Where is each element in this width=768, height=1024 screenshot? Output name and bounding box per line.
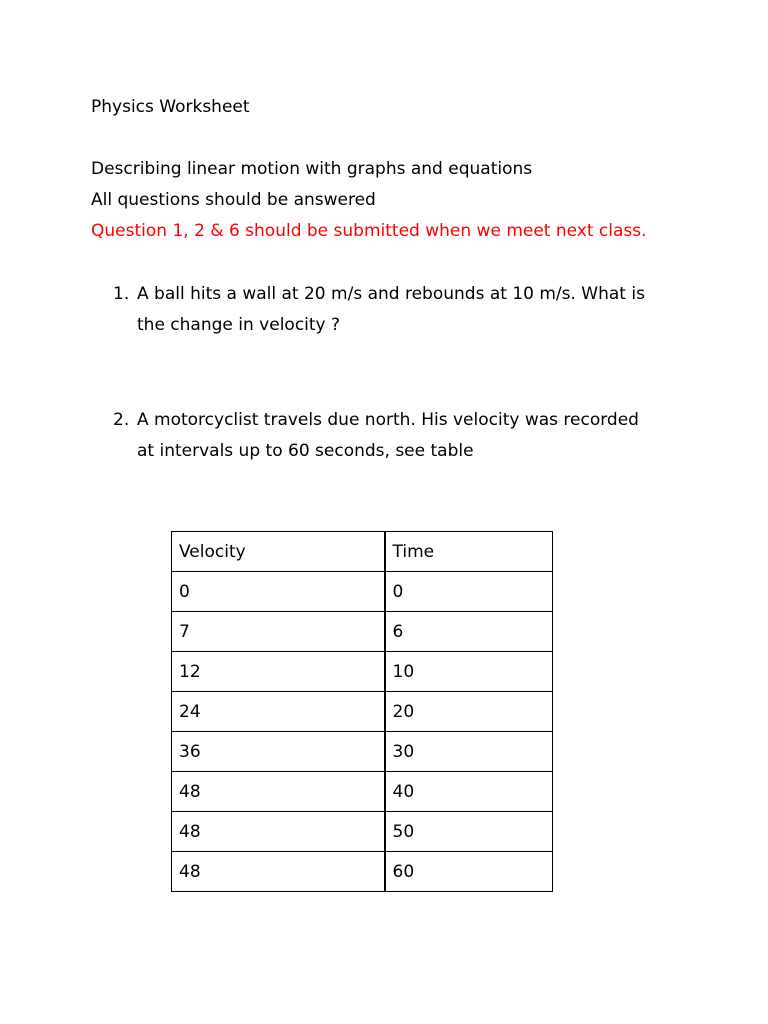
velocity-cell: 12: [172, 652, 385, 692]
column-header-velocity: Velocity: [172, 532, 385, 572]
velocity-cell: 24: [172, 692, 385, 732]
worksheet-instructions: All questions should be answered: [91, 190, 376, 210]
time-cell: 30: [385, 732, 553, 772]
velocity-cell: 48: [172, 852, 385, 892]
question-1-line-1: A ball hits a wall at 20 m/s and rebounds at 10 m/s. What is: [137, 284, 645, 304]
table-row: [172, 652, 553, 692]
velocity-cell: 0: [172, 572, 385, 612]
time-cell: 10: [385, 652, 553, 692]
velocity-time-table: [171, 531, 553, 892]
velocity-cell: 48: [172, 772, 385, 812]
question-1-number: 1.: [113, 284, 130, 304]
submission-note: Question 1, 2 & 6 should be submitted when we meet next class.: [91, 221, 647, 241]
table-row: [172, 812, 553, 852]
time-cell: 40: [385, 772, 553, 812]
velocity-cell: 48: [172, 812, 385, 852]
table-row: [172, 852, 553, 892]
time-cell: 50: [385, 812, 553, 852]
column-header-time: Time: [385, 532, 553, 572]
table-row: [172, 572, 553, 612]
table-header-row: [172, 532, 553, 572]
time-cell: 0: [385, 572, 553, 612]
page-title: Physics Worksheet: [91, 97, 250, 117]
worksheet-subtitle: Describing linear motion with graphs and equations: [91, 159, 533, 179]
table-row: [172, 692, 553, 732]
table-row: [172, 732, 553, 772]
table-row: [172, 772, 553, 812]
table-row: [172, 612, 553, 652]
question-2-number: 2.: [113, 410, 130, 430]
question-1-line-2: the change in velocity ?: [137, 315, 341, 335]
velocity-cell: 36: [172, 732, 385, 772]
time-cell: 20: [385, 692, 553, 732]
question-2-line-1: A motorcyclist travels due north. His velocity was recorded: [137, 410, 639, 430]
question-2-line-2: at intervals up to 60 seconds, see table: [137, 441, 474, 461]
time-cell: 60: [385, 852, 553, 892]
velocity-cell: 7: [172, 612, 385, 652]
time-cell: 6: [385, 612, 553, 652]
